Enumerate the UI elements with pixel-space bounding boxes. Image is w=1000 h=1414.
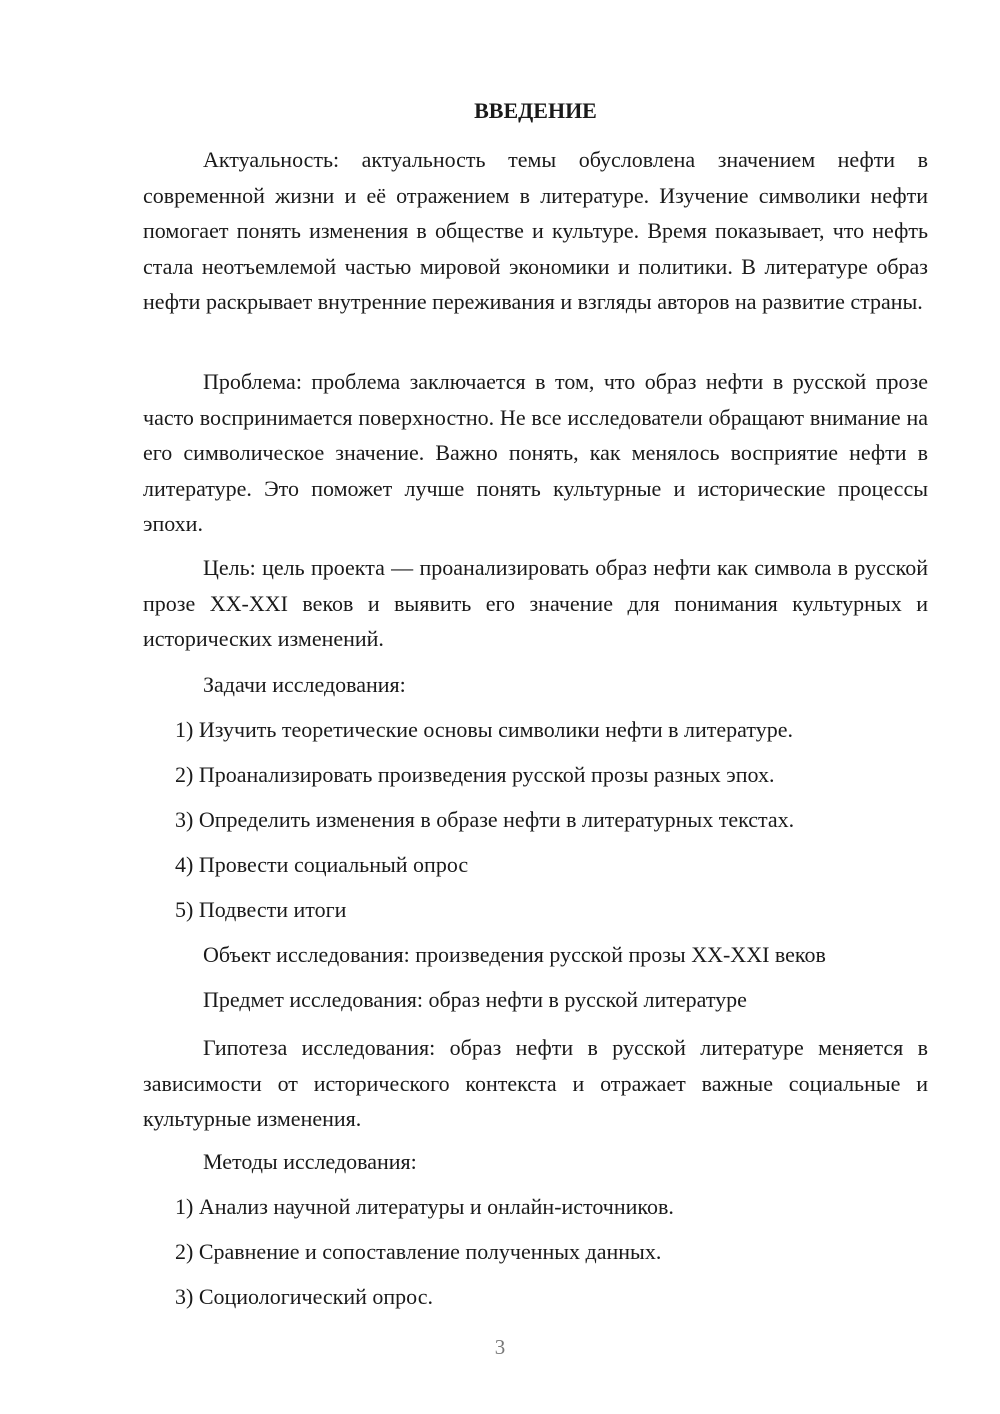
task-item: 4) Провести социальный опрос xyxy=(175,852,469,877)
method-item: 2) Сравнение и сопоставление полученных данных. xyxy=(175,1239,662,1264)
research-object: Объект исследования: произведения русской прозы XX-XXI веков xyxy=(203,942,826,967)
task-item: 1) Изучить теоретические основы символики нефти в литературе. xyxy=(175,717,793,742)
method-item: 3) Социологический опрос. xyxy=(175,1284,433,1309)
method-item: 1) Анализ научной литературы и онлайн-источников. xyxy=(175,1194,674,1219)
goal-paragraph: Цель: цель проекта — проанализировать образ нефти как символа в русской прозе XX-XXI веков и выявить его значение для понимания культурных и исторических изменений. xyxy=(143,555,928,651)
page-number: 3 xyxy=(494,1335,506,1359)
section-title: ВВЕДЕНИЕ xyxy=(474,98,597,123)
problem-paragraph: Проблема: проблема заключается в том, что образ нефти в русской прозе часто воспринимается поверхностно. Не все исследователи обращают внимание на его символическое значение. Важно понять, как менялось восприятие нефти в литературе. Это поможет лучше понять культурные и исторические процессы эпохи. xyxy=(143,369,928,536)
hypothesis-paragraph: Гипотеза исследования: образ нефти в русской литературе меняется в зависимости от исторического контекста и отражает важные социальные и культурные изменения. xyxy=(143,1035,928,1131)
methods-heading: Методы исследования: xyxy=(203,1149,417,1174)
task-item: 5) Подвести итоги xyxy=(175,897,347,922)
task-item: 3) Определить изменения в образе нефти в литературных текстах. xyxy=(175,807,795,832)
tasks-heading: Задачи исследования: xyxy=(203,672,406,697)
research-subject: Предмет исследования: образ нефти в русской литературе xyxy=(203,987,747,1012)
task-item: 2) Проанализировать произведения русской прозы разных эпох. xyxy=(175,762,775,787)
relevance-paragraph: Актуальность: актуальность темы обусловлена значением нефти в современной жизни и её отражением в литературе. Изучение символики нефти помогает понять изменения в обществе и культуре. Время показывает, что нефть стала неотъемлемой частью мировой экономики и политики. В литературе образ нефти раскрывает внутренние переживания и взгляды авторов на развитие страны. xyxy=(143,147,928,314)
